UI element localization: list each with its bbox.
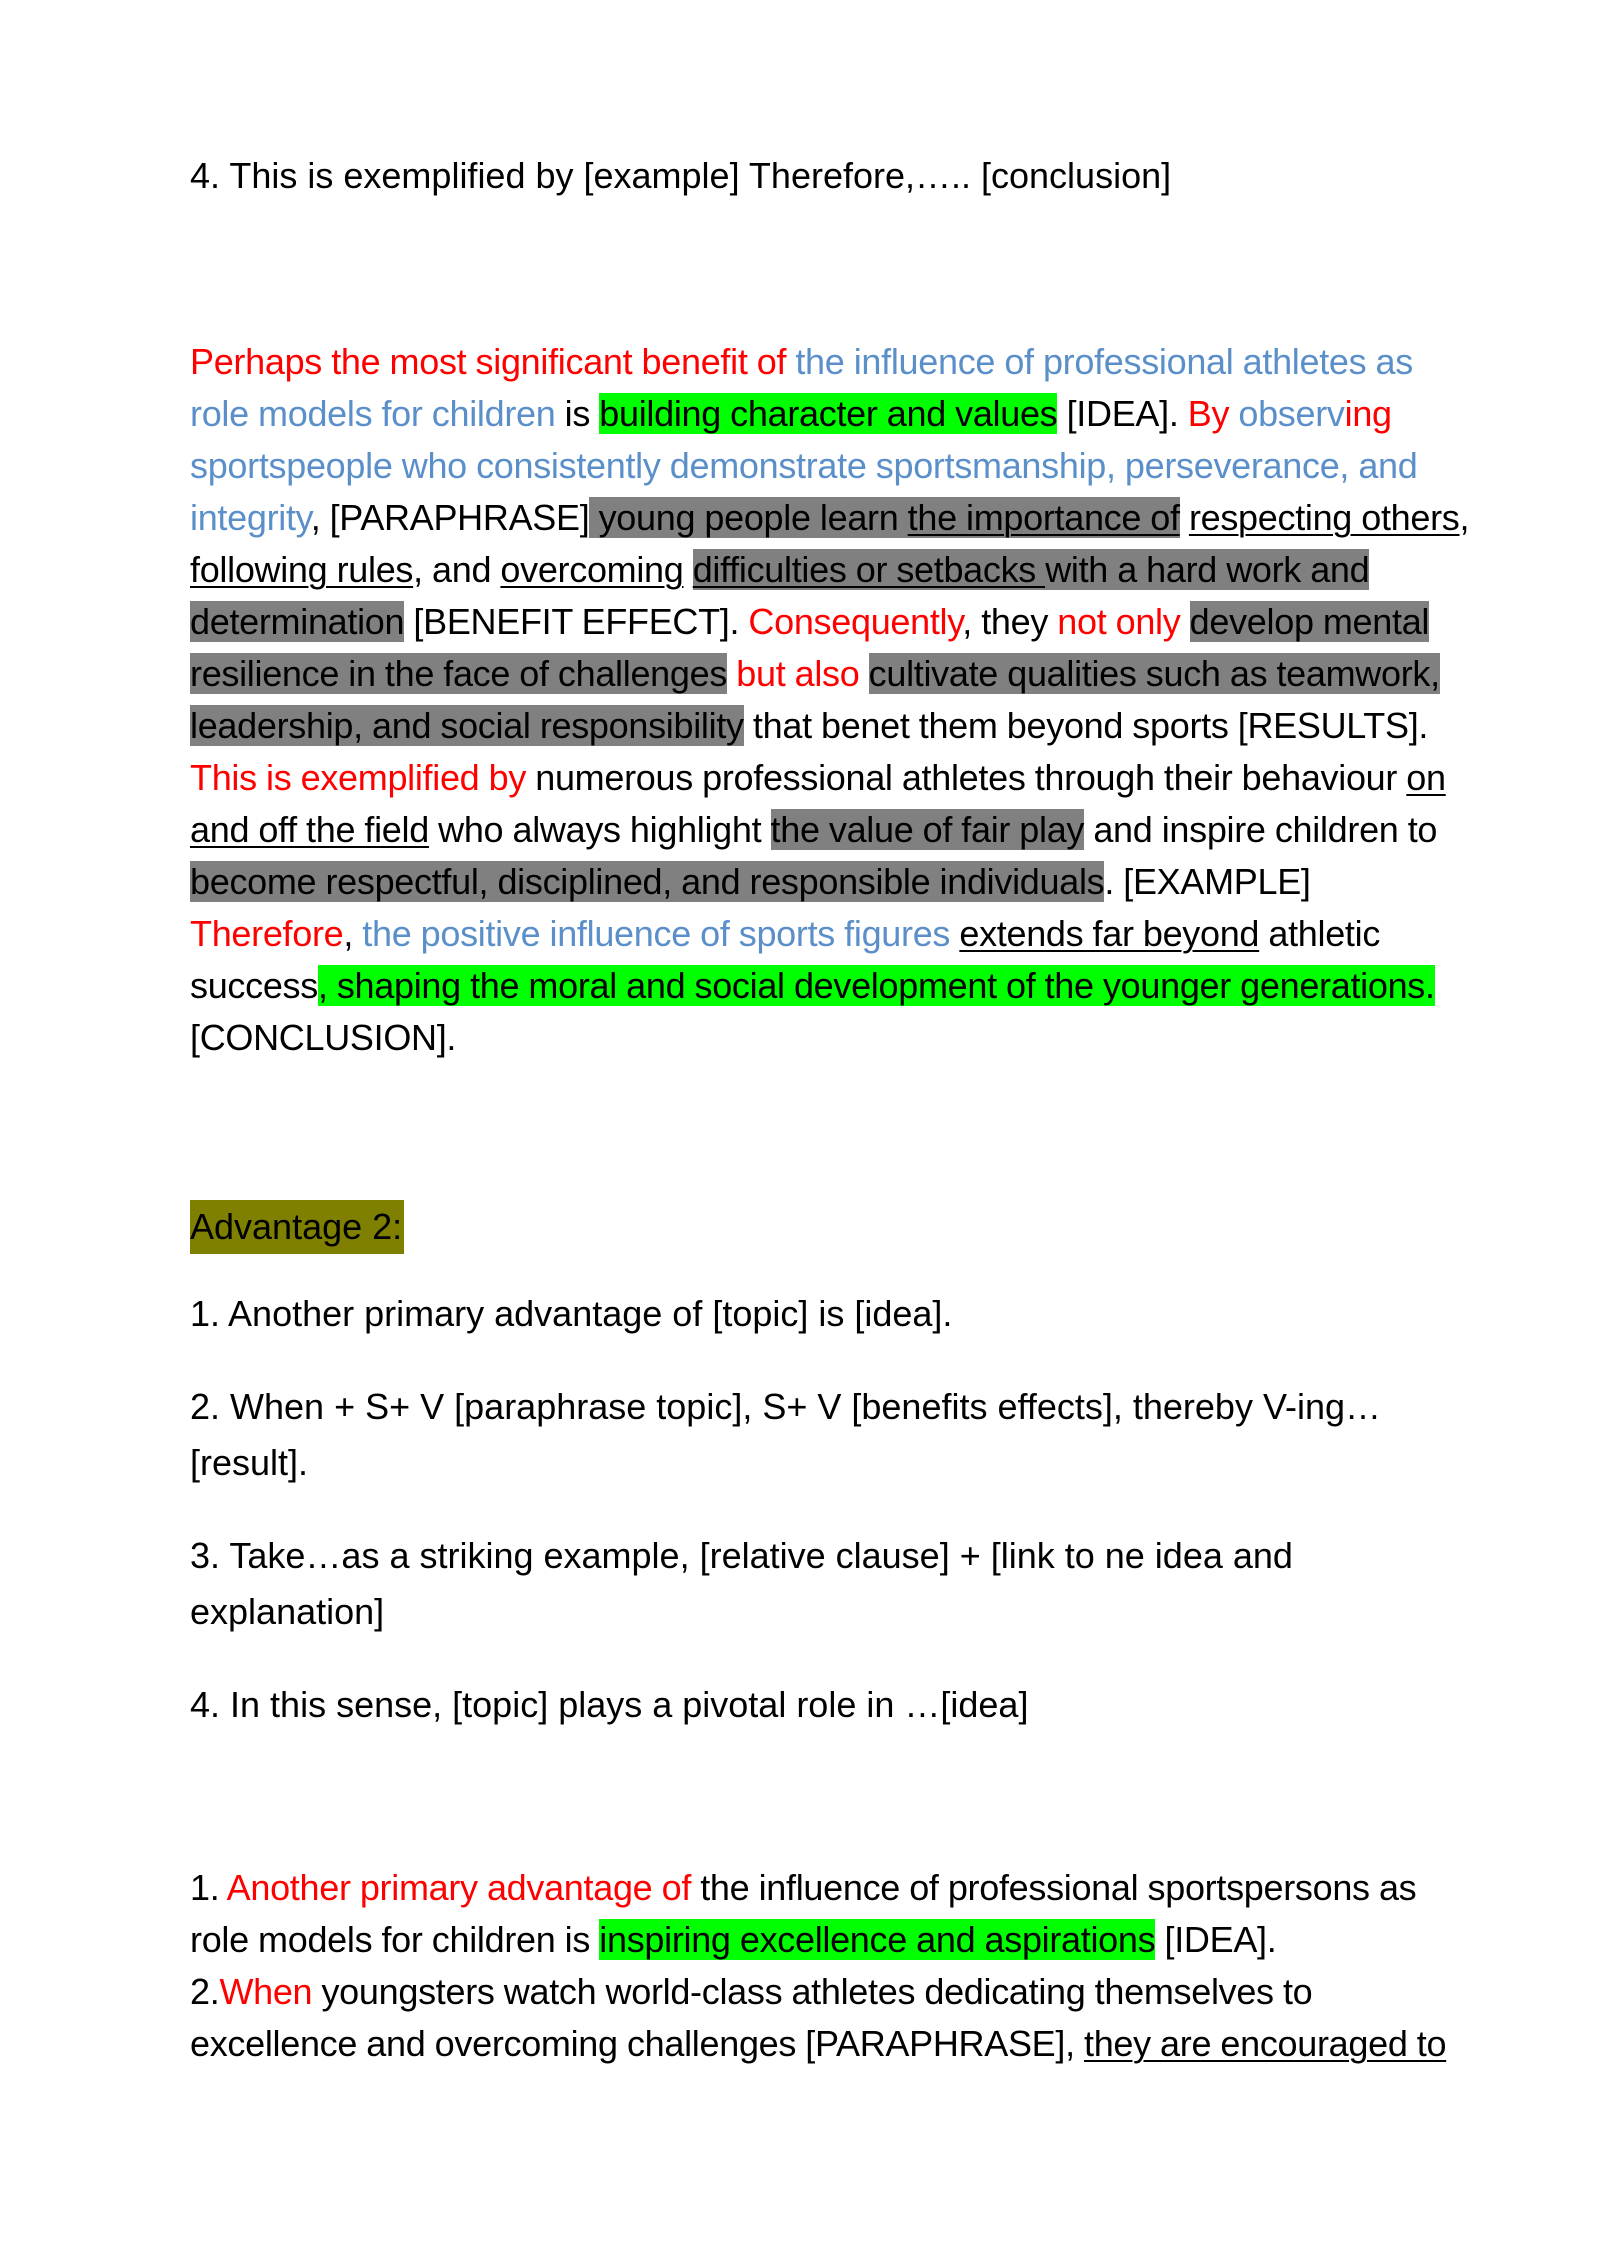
- paragraph-advantage-1: [190, 336, 1480, 1064]
- text-run: [859, 653, 868, 694]
- template-item-1: [190, 1286, 1490, 1342]
- template-item-3: [190, 1528, 1490, 1640]
- topic-phrase: the influence of professional athletes as role models for children: [190, 341, 1413, 434]
- text-run: the influence of professional sportspersons as role models for children is: [190, 1867, 1417, 1960]
- text-run: who always highlight: [428, 809, 771, 850]
- idea-highlight: inspiring excellence and aspirations: [599, 1919, 1156, 1960]
- text-run: that benet them beyond sports [RESULTS].: [743, 705, 1429, 746]
- template-line-4: [190, 150, 1480, 202]
- connector-phrase: This is exemplified by: [190, 757, 527, 798]
- topic-phrase: sportspeople who consistently demonstrate sportsmanship, perseverance, and integrity: [190, 445, 1418, 538]
- text-run: , they: [962, 601, 1058, 642]
- text-run: athletic success: [190, 913, 1381, 1006]
- gray-highlight: the value of fair play: [770, 809, 1085, 850]
- template-item-2-text: 2. When + S+ V [paraphrase topic], S+ V [benefits effects], thereby V-ing… [result].: [190, 1386, 1382, 1483]
- text-run: [BENEFIT EFFECT].: [404, 601, 749, 642]
- template-item-3-text: 3. Take…as a striking example, [relative clause] + [link to ne idea and explanation]: [190, 1535, 1293, 1632]
- text-run: 2.: [190, 1971, 220, 2012]
- text-run: numerous professional athletes through their behaviour: [526, 757, 1407, 798]
- template-item-2: [190, 1379, 1490, 1491]
- connector-phrase: not only: [1057, 601, 1181, 642]
- text-run: is: [555, 393, 600, 434]
- text-run: [1180, 497, 1189, 538]
- text-run: [CONCLUSION].: [190, 1017, 457, 1058]
- text-run: , and: [413, 549, 501, 590]
- template-item-4: [190, 1677, 1490, 1733]
- text-run: [950, 913, 959, 954]
- connector-phrase: When: [219, 1971, 313, 2012]
- underlined-phrase: extends far beyond: [959, 913, 1260, 954]
- connector-phrase: Another primary advantage of: [226, 1867, 692, 1908]
- underlined-phrase: following rules: [190, 549, 414, 590]
- text-run: ,: [343, 913, 363, 954]
- topic-phrase: observ: [1238, 393, 1345, 434]
- text-run: and inspire children to: [1084, 809, 1438, 850]
- advantage-2-heading-text: Advantage 2:: [190, 1206, 403, 1247]
- text-run: [IDEA].: [1057, 393, 1188, 434]
- paragraph-advantage-2: [190, 1862, 1480, 2070]
- gray-highlight: develop mental resilience in the face of challenges: [190, 601, 1430, 694]
- text-run: [684, 549, 693, 590]
- text-run: [IDEA].: [1155, 1919, 1277, 1960]
- text-run: [727, 653, 736, 694]
- underlined-phrase: overcoming: [500, 549, 684, 590]
- advantage-2-heading: [190, 1200, 404, 1254]
- underlined-phrase: on and off the field: [190, 757, 1446, 850]
- text-run: youngsters watch world-class athletes dedicating themselves to excellence and overcoming challenges [PARAPHRASE],: [190, 1971, 1313, 2064]
- text-run: 1.: [190, 1867, 227, 1908]
- connector-phrase: Perhaps the most significant benefit of: [190, 341, 796, 382]
- underlined-gray-highlight: the importance of: [907, 497, 1180, 538]
- connector-phrase: ing: [1344, 393, 1392, 434]
- underlined-phrase: they are encouraged to: [1084, 2023, 1447, 2064]
- text-run: ,: [1459, 497, 1470, 538]
- gray-highlight: with a hard work and determination: [190, 549, 1370, 642]
- template-item-4-text: 4. In this sense, [topic] plays a pivotal role in …[idea]: [190, 1684, 1029, 1725]
- template-line-4-text: 4. This is exemplified by [example] Therefore,….. [conclusion]: [190, 155, 1172, 196]
- gray-highlight: young people learn: [589, 497, 908, 538]
- underlined-gray-highlight: difficulties or setbacks: [692, 549, 1046, 590]
- connector-phrase: By: [1187, 393, 1239, 434]
- underlined-phrase: respecting others: [1188, 497, 1460, 538]
- idea-highlight: building character and values: [599, 393, 1058, 434]
- template-item-1-text: 1. Another primary advantage of [topic] is [idea].: [190, 1293, 953, 1334]
- connector-phrase: Therefore: [190, 913, 344, 954]
- gray-highlight: cultivate qualities such as teamwork, leadership, and social responsibility: [190, 653, 1440, 746]
- connector-phrase: but also: [736, 653, 860, 694]
- text-run: , [PARAPHRASE]: [310, 497, 590, 538]
- idea-highlight: , shaping the moral and social development of the younger generations.: [317, 965, 1435, 1006]
- text-run: . [EXAMPLE]: [1104, 861, 1311, 902]
- connector-phrase: Consequently: [748, 601, 963, 642]
- gray-highlight: become respectful, disciplined, and responsible individuals: [190, 861, 1105, 902]
- topic-phrase: the positive influence of sports figures: [362, 913, 951, 954]
- text-run: [1180, 601, 1189, 642]
